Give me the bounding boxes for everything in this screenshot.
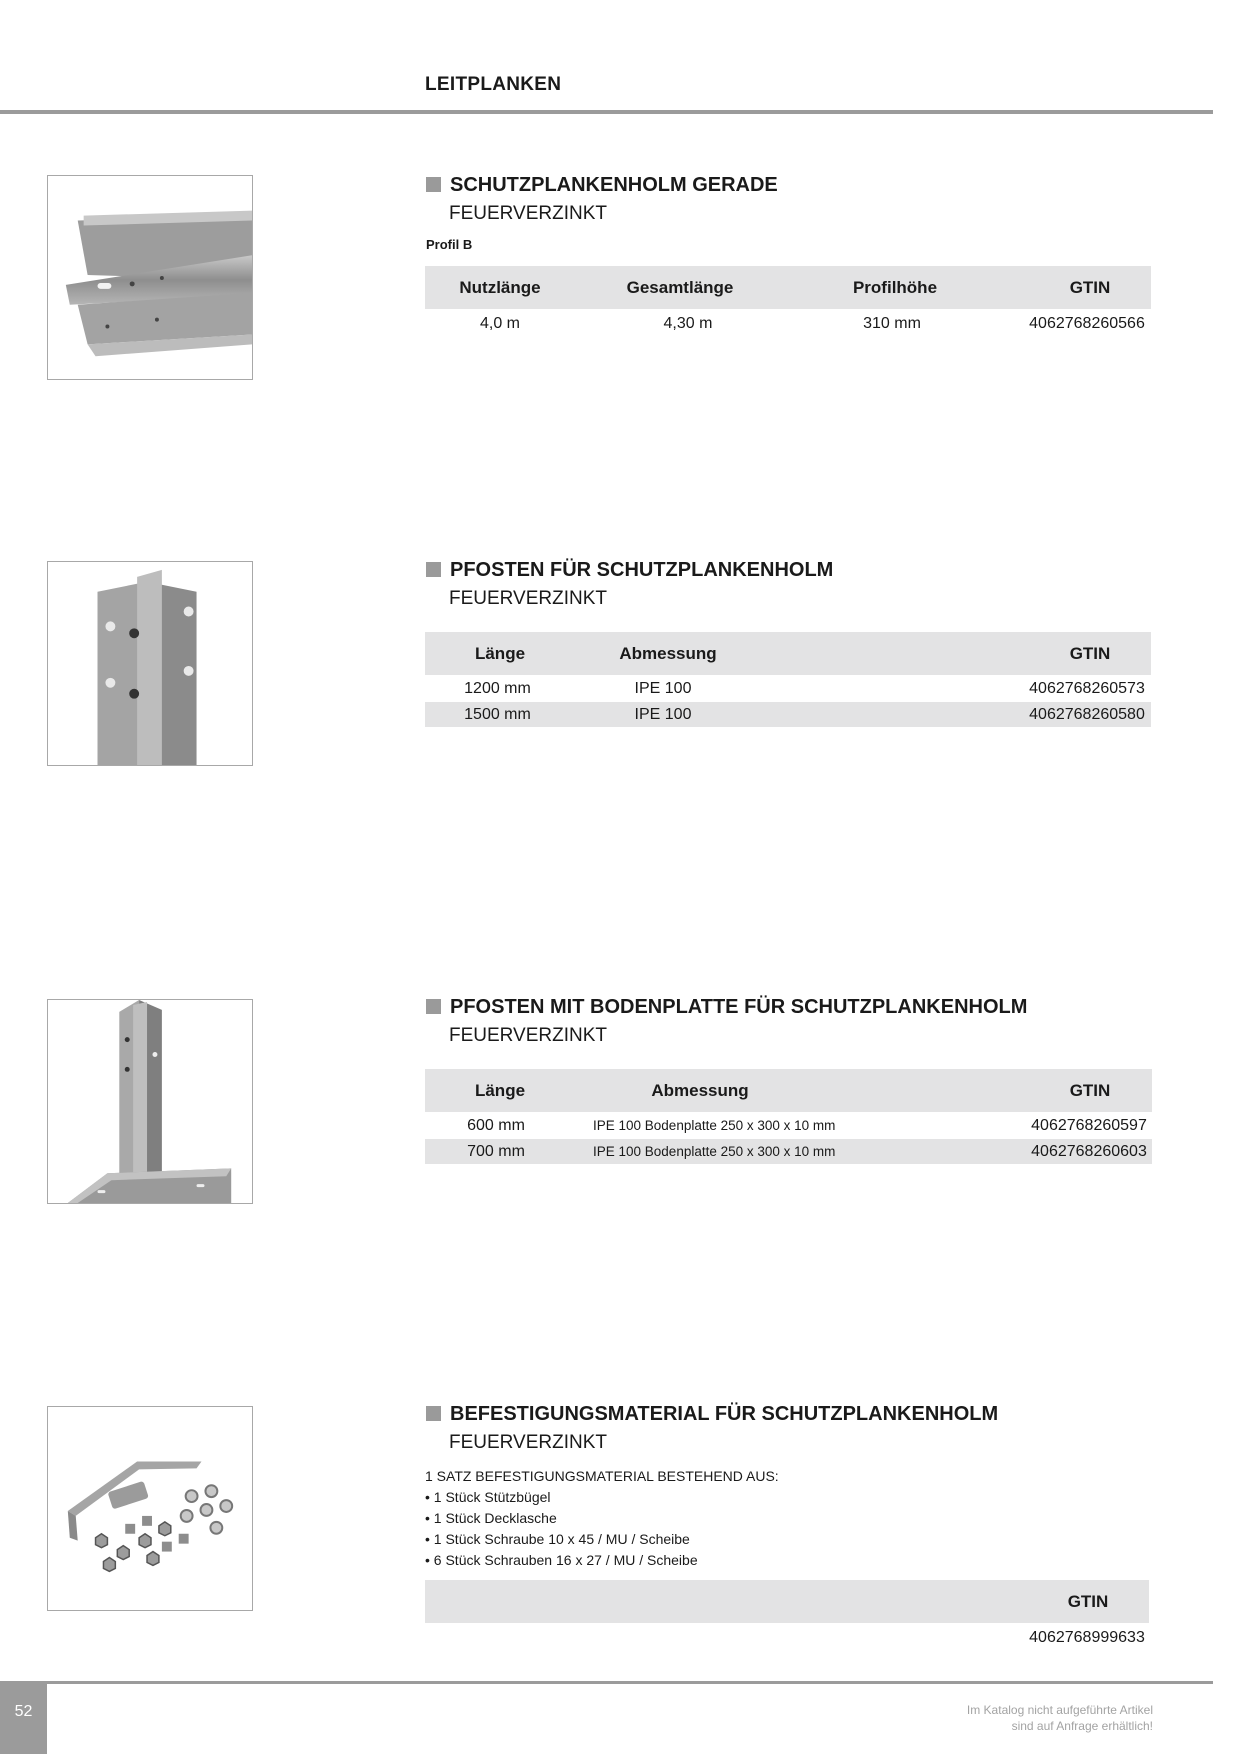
table-header-cell: GTIN	[1069, 278, 1111, 297]
table-cell: 1500 mm	[464, 706, 531, 723]
post-photo	[47, 561, 253, 766]
page-number: 52	[14, 1703, 33, 1720]
bullet-square-icon	[426, 562, 441, 577]
table-cell: 700 mm	[467, 1143, 525, 1160]
bullet-square-icon	[426, 177, 441, 192]
table-cell: 4062768260573	[1029, 680, 1145, 697]
guardrail-beam-photo	[47, 175, 253, 380]
table-header-cell: Länge	[474, 1081, 526, 1100]
table-cell: IPE 100 Bodenplatte 250 x 300 x 10 mm	[593, 1144, 836, 1159]
header-divider	[0, 110, 1213, 114]
table-row	[425, 676, 1151, 701]
post-with-baseplate-photo	[47, 999, 253, 1204]
table-header-cell: Gesamtlänge	[626, 278, 734, 297]
table-1-header	[425, 266, 1151, 309]
table-cell: 4,30 m	[663, 315, 713, 332]
description-line: • 1 Stück Stützbügel	[425, 1489, 551, 1505]
table-header-cell: Nutzlänge	[459, 278, 541, 297]
table-cell: 310 mm	[863, 315, 921, 332]
section-4-description	[425, 1466, 779, 1571]
table-row	[425, 702, 1151, 727]
table-3-header	[425, 1069, 1152, 1112]
table-header-cell: Abmessung	[651, 1081, 749, 1100]
footer-note	[967, 1702, 1153, 1734]
section-3-subtitle: FEUERVERZINKT	[449, 1025, 608, 1046]
section-2-title: PFOSTEN FÜR SCHUTZPLANKENHOLM	[426, 559, 833, 582]
table-cell: IPE 100 Bodenplatte 250 x 300 x 10 mm	[593, 1118, 836, 1133]
description-line: • 1 Stück Schraube 10 x 45 / MU / Scheibe	[425, 1531, 690, 1547]
section-1-note: Profil B	[426, 237, 473, 252]
table-4-header	[425, 1580, 1149, 1623]
footer-note-line: sind auf Anfrage erhältlich!	[1011, 1719, 1153, 1733]
page-header-title: LEITPLANKEN	[425, 74, 562, 95]
section-1-title: SCHUTZPLANKENHOLM GERADE	[426, 174, 778, 197]
table-cell: 4,0 m	[479, 315, 520, 332]
table-header-cell: GTIN	[1069, 644, 1111, 663]
section-2-subtitle: FEUERVERZINKT	[449, 588, 608, 609]
table-cell: 4062768260597	[1031, 1117, 1147, 1134]
footer-divider	[0, 1681, 1213, 1684]
table-cell: IPE 100	[634, 706, 692, 723]
table-cell: IPE 100	[634, 680, 692, 697]
section-3-title: PFOSTEN MIT BODENPLATTE FÜR SCHUTZPLANKENHOLM	[426, 996, 1027, 1019]
fastening-hardware-photo	[47, 1406, 253, 1611]
table-cell: 4062768260566	[1029, 315, 1145, 332]
section-1-subtitle: FEUERVERZINKT	[449, 203, 608, 224]
footer-note-line: Im Katalog nicht aufgeführte Artikel	[966, 1703, 1153, 1717]
description-line: 1 SATZ BEFESTIGUNGSMATERIAL BESTEHEND AUS:	[425, 1468, 779, 1484]
table-header-cell: Abmessung	[619, 644, 717, 663]
table-cell: 1200 mm	[464, 680, 531, 697]
table-header-cell: Länge	[474, 644, 526, 663]
table-cell: 4062768260603	[1031, 1143, 1147, 1160]
table-header-cell: GTIN	[1067, 1592, 1109, 1611]
table-header-cell: GTIN	[1069, 1081, 1111, 1100]
table-cell: 4062768999633	[1029, 1629, 1145, 1646]
table-row	[425, 1113, 1152, 1138]
table-row	[425, 1139, 1152, 1164]
table-header-cell: Profilhöhe	[852, 278, 938, 297]
section-4-title: BEFESTIGUNGSMATERIAL FÜR SCHUTZPLANKENHOLM	[426, 1403, 998, 1426]
table-row	[425, 311, 1151, 336]
table-row	[425, 1625, 1149, 1650]
table-cell: 600 mm	[467, 1117, 525, 1134]
table-2-header	[425, 632, 1151, 675]
description-line: • 1 Stück Decklasche	[425, 1510, 557, 1526]
table-cell: 4062768260580	[1029, 706, 1145, 723]
bullet-square-icon	[426, 1406, 441, 1421]
section-4-subtitle: FEUERVERZINKT	[449, 1432, 608, 1453]
bullet-square-icon	[426, 999, 441, 1014]
description-line: • 6 Stück Schrauben 16 x 27 / MU / Scheibe	[425, 1552, 698, 1568]
